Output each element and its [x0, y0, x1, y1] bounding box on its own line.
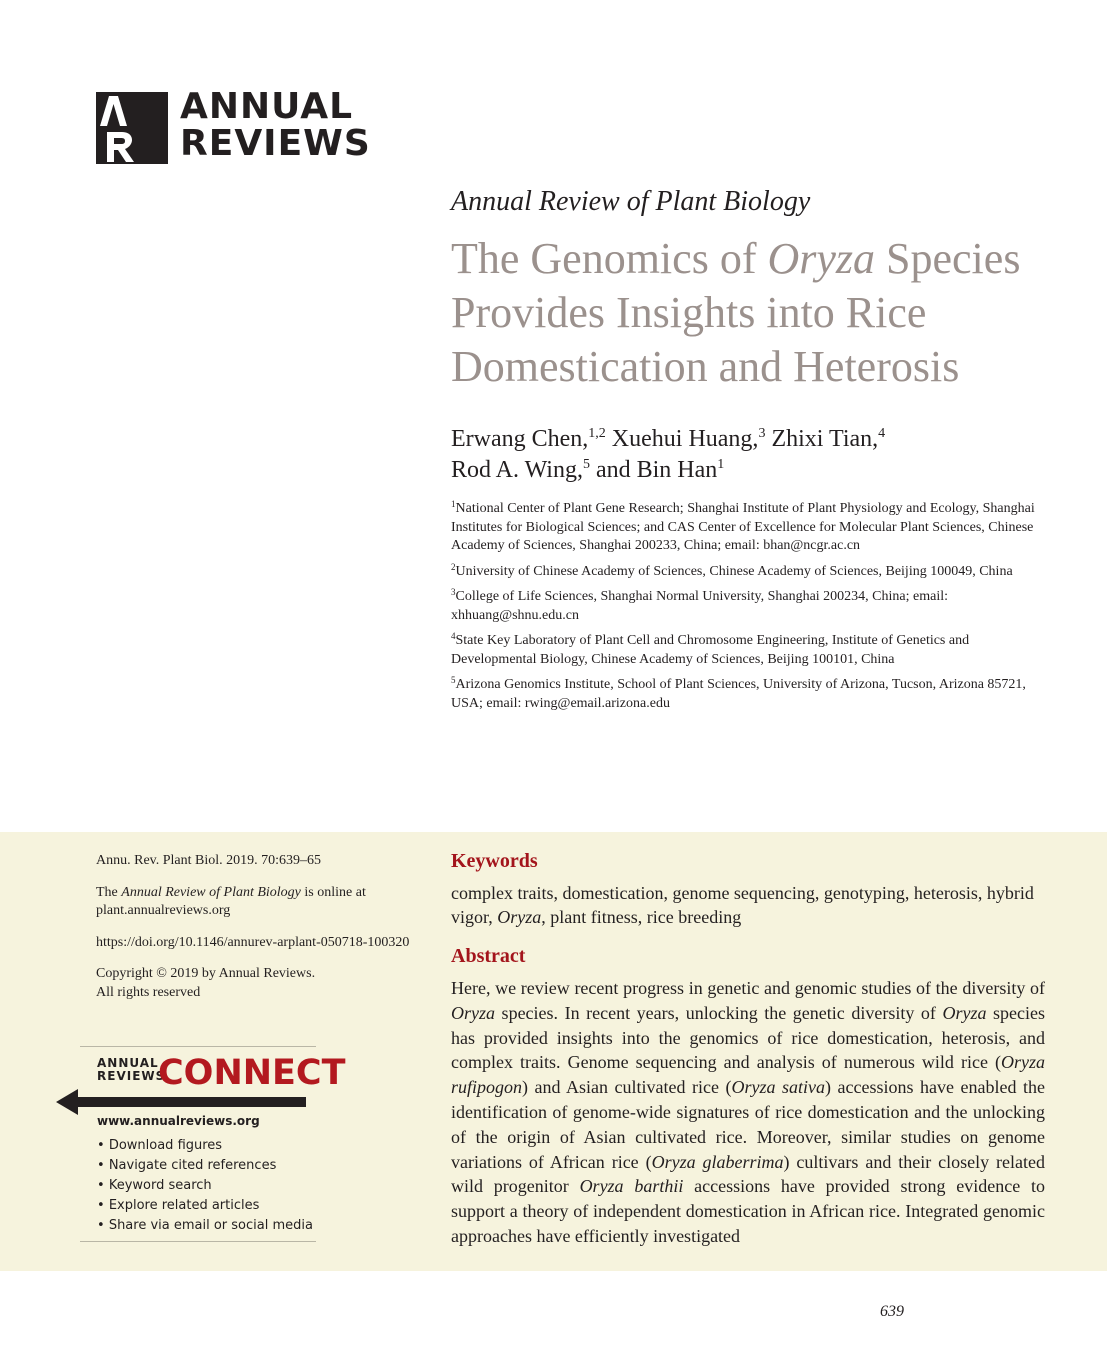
keywords-part: , plant fitness, rice breeding — [541, 907, 742, 927]
abstract-text: species has provided insights into the genomics of rice domestication, heterosis, and complex traits. Genome sequencing and analysis of numerous wild rice ( — [451, 1002, 1045, 1073]
abstract-text: ) cultivars and their closely related wild progenitor — [451, 1151, 1046, 1197]
affiliation — [451, 563, 1051, 582]
abstract-species-name: Oryza barthii — [579, 1176, 684, 1197]
author-name: and Bin Han — [589, 457, 718, 483]
copyright-line: Copyright © 2019 by Annual Reviews. — [96, 966, 316, 981]
affiliation-number: 5 — [451, 675, 456, 685]
author-list — [451, 424, 1071, 486]
abstract-text: species. In recent years, unlocking the genetic diversity of — [495, 1002, 943, 1023]
connect-rule — [80, 1046, 316, 1047]
annual-reviews-logo-mark — [96, 92, 168, 164]
abstract-species-name: Oryza — [451, 1002, 495, 1023]
doi-link[interactable]: https://doi.org/10.1146/annurev-arplant-050718-100320 — [96, 934, 410, 950]
title-part1: The Genomics of — [451, 234, 768, 283]
abstract-text: ) and Asian cultivated rice ( — [522, 1077, 732, 1098]
connect-small-line: ANNUAL — [97, 1056, 159, 1070]
title-part2: Species Provides Insights into Rice Domestication and Heterosis — [451, 234, 1021, 391]
connect-url[interactable]: www.annualreviews.org — [97, 1114, 260, 1128]
affiliation-text: Arizona Genomics Institute, School of Plant Sciences, University of Arizona, Tucson, Arizona 85721, USA; email: rwing@email.arizona.edu — [451, 677, 1026, 711]
affiliation-number: 3 — [451, 587, 456, 597]
abstract-species-name: Oryza sativa — [731, 1077, 826, 1098]
abstract-species-name: Oryza glaberrima — [651, 1151, 784, 1172]
author-affil-sup: 1,2 — [588, 426, 606, 441]
article-title — [451, 232, 1071, 394]
author-affil-sup: 5 — [582, 457, 590, 472]
author-name: Zhixi Tian, — [765, 426, 879, 452]
abstract-heading: Abstract — [451, 945, 526, 967]
summary-main — [451, 850, 1045, 1249]
keywords-part: complex traits, domestication, genome sequencing, genotyping, heterosis, hybrid vigor, — [451, 883, 1034, 927]
author-name: Erwang Chen, — [451, 426, 589, 452]
keywords-genus: Oryza — [497, 907, 542, 927]
affiliation-text: College of Life Sciences, Shanghai Normal University, Shanghai 200234, China; email: xhhuang@shnu.edu.cn — [451, 589, 948, 623]
online-note-post: is online at plant.annualreviews.org — [96, 884, 366, 918]
connect-small-wordmark — [97, 1057, 165, 1083]
logo-wordmark — [180, 88, 371, 162]
logo-line-reviews: REVIEWS — [180, 123, 371, 164]
abstract-species-name: Oryza — [942, 1002, 987, 1023]
connect-small-line: REVIEWS — [97, 1069, 166, 1083]
affiliation-text: State Key Laboratory of Plant Cell and Chromosome Engineering, Institute of Genetics and Developmental Biology, Chinese Academy of Sciences, Beijing 100101, China — [451, 633, 970, 667]
online-note — [96, 884, 416, 921]
title-genus: Oryza — [767, 234, 876, 283]
affiliation-text: National Center of Plant Gene Research; Shanghai Institute of Plant Physiology and Ecology, Shanghai Institutes for Biological Sciences; and CAS Center of Excellence for Molecular Plant Sciences, Chinese Academy of Sciences, Shanghai 200233, China; email: bhan@ncgr.ac.cn — [451, 501, 1035, 553]
author-affil-sup: 1 — [717, 457, 725, 472]
journal-name: Annual Review of Plant Biology — [451, 186, 811, 217]
affiliation-text: University of Chinese Academy of Sciences, Chinese Academy of Sciences, Beijing 100049, China — [455, 563, 1013, 579]
abstract-species-name: Oryza rufipogon — [451, 1052, 1045, 1098]
copyright-line: All rights reserved — [96, 984, 201, 1000]
list-item: • Download figures — [97, 1136, 313, 1156]
keywords-heading: Keywords — [451, 850, 538, 872]
online-note-journal: Annual Review of Plant Biology — [121, 884, 301, 900]
citation: Annu. Rev. Plant Biol. 2019. 70:639–65 — [96, 853, 322, 868]
abstract-text: ) accessions have enabled the identification of genome-wide signatures of rice domestication and the unlocking of the origin of Asian cultivated rice. Moreover, similar studies on genome variations of African rice ( — [451, 1077, 1045, 1172]
affiliation-number: 4 — [451, 631, 456, 641]
abstract-body — [451, 976, 1045, 1249]
abstract-text: accessions have provided strong evidence to support a theory of independent domestication in African rice. Integrated genomic approaches have efficiently investigated — [451, 1176, 1045, 1246]
connect-rule — [80, 1241, 316, 1242]
affiliation — [451, 676, 1051, 713]
keywords-text — [451, 881, 1045, 929]
affiliation-number: 2 — [451, 561, 456, 572]
author-affil-sup: 4 — [878, 426, 886, 441]
connect-promo — [56, 1046, 346, 1242]
connect-wordmark: CONNECT — [158, 1053, 346, 1093]
list-item: • Navigate cited references — [97, 1156, 313, 1176]
list-item: • Explore related articles — [97, 1196, 313, 1216]
affiliation — [451, 500, 1051, 556]
list-item: • Keyword search — [97, 1176, 313, 1196]
online-note-pre: The — [96, 884, 122, 900]
author-affil-sup: 3 — [758, 426, 766, 441]
author-name: Rod A. Wing, — [451, 457, 583, 483]
affiliation — [451, 588, 1051, 625]
affiliation-number: 1 — [451, 499, 456, 509]
affiliations — [451, 500, 1051, 720]
author-name: Xuehui Huang, — [605, 426, 759, 452]
copyright — [96, 965, 416, 1002]
connect-feature-list — [97, 1136, 313, 1236]
affiliation — [451, 632, 1051, 669]
abstract-text: Here, we review recent progress in genetic and genomic studies of the diversity of — [451, 978, 1045, 998]
list-item: • Share via email or social media — [97, 1216, 313, 1236]
logo-line-annual: ANNUAL — [180, 86, 354, 127]
page-number: 639 — [880, 1303, 904, 1320]
article-info-sidebar — [96, 852, 416, 1015]
